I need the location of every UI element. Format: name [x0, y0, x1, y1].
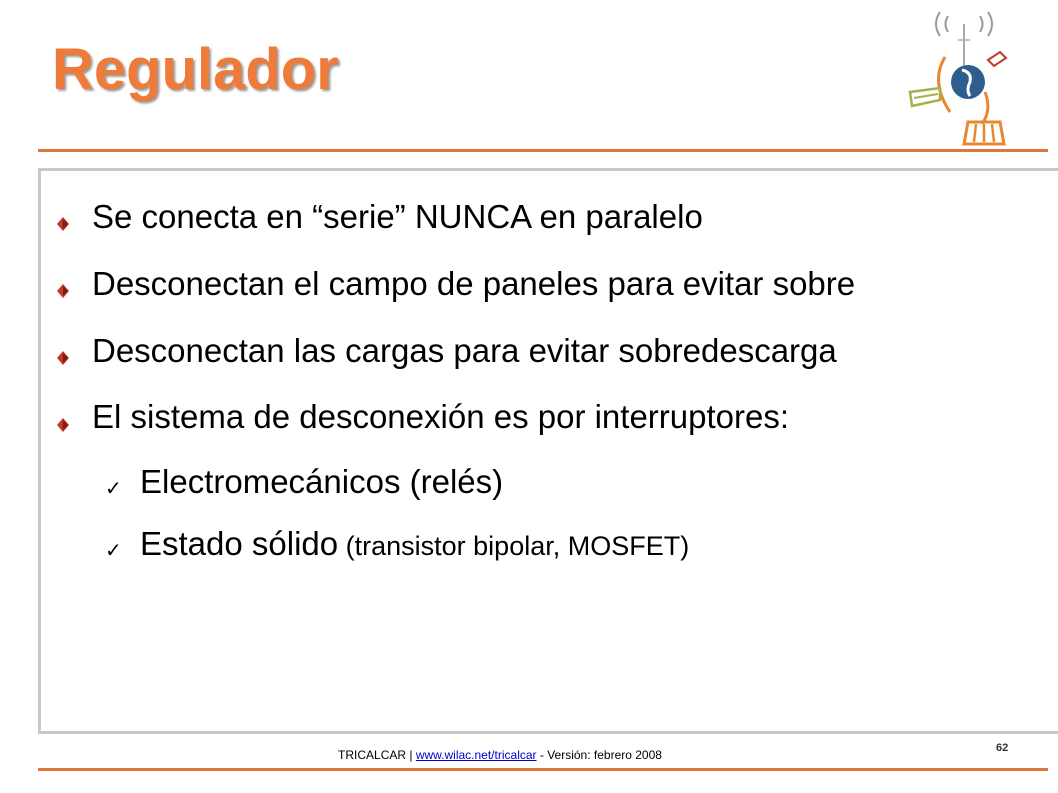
- check-mark-icon: ✓: [105, 540, 122, 562]
- red-diamond-bullet-icon: [55, 349, 71, 367]
- tricalcar-logo-icon: [900, 2, 1050, 152]
- red-diamond-bullet-icon: [55, 282, 71, 300]
- bullet-item: Se conecta en “serie” NUNCA en paralelo: [92, 198, 703, 235]
- footer-suffix: - Versión: febrero 2008: [536, 748, 662, 762]
- red-diamond-bullet-icon: [55, 215, 71, 233]
- sub-bullet-item: [140, 463, 503, 501]
- sub-bullet-main: Electromecánicos (relés): [140, 463, 504, 500]
- footer-rule: [38, 768, 1048, 771]
- sub-bullet-main: Estado sólido: [140, 525, 339, 562]
- red-diamond-bullet-icon: [55, 416, 71, 434]
- slide-title: Regulador: [52, 37, 339, 102]
- page-number: 62: [996, 742, 1009, 754]
- sub-bullet-item: [140, 525, 689, 563]
- title-underline: [38, 149, 1048, 152]
- footer: [0, 748, 1000, 762]
- check-mark-icon: ✓: [105, 478, 122, 500]
- footer-link[interactable]: www.wilac.net/tricalcar: [415, 748, 537, 762]
- bullet-item: Desconectan las cargas para evitar sobredescarga: [92, 332, 837, 369]
- sub-bullet-detail: (transistor bipolar, MOSFET): [338, 531, 690, 561]
- bullet-item: El sistema de desconexión es por interruptores:: [92, 398, 790, 435]
- footer-prefix: TRICALCAR |: [338, 748, 416, 762]
- content-box: [38, 168, 1058, 734]
- bullet-item: Desconectan el campo de paneles para evitar sobre: [92, 265, 856, 302]
